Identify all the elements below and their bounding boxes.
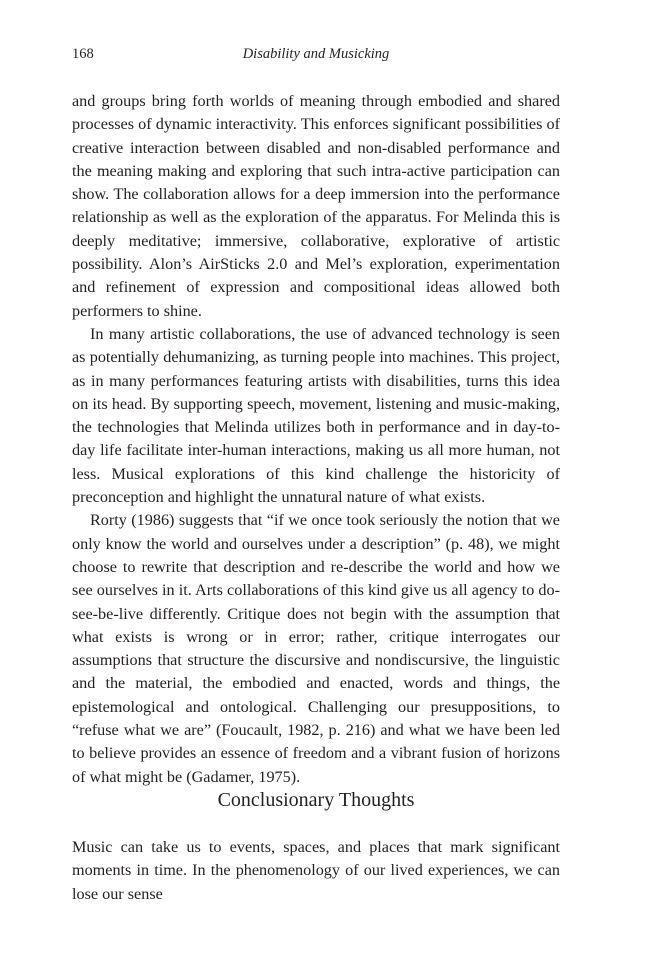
body-text — [72, 90, 560, 789]
paragraph-technology: In many artistic collaborations, the use of advanced technology is seen as potentially dehumanizing, as turning people into machines. This project, as in many performances featuring artists with disabilities, turns this idea on its head. By supporting speech, movement, listening and music-making, the technologies that Melinda utilizes both in performance and in day-to-day life facilitate inter-human interactions, making us all more human, not less. Musical explorations of this kind challenge the historicity of preconception and highlight the unnatural nature of what exists. — [72, 324, 560, 507]
section-paragraph: Music can take us to events, spaces, and places that mark significant moments in time. In the phenomenology of our lived experiences, we can lose our sense — [72, 838, 560, 903]
paragraph-rorty: Rorty (1986) suggests that “if we once took seriously the notion that we only know the world and ourselves under a description” (p. 48), we might choose to rewrite that description and re-describe the world and how we see ourselves in it. Arts collaborations of this kind give us all agency to do-see-be-live differently. Critique does not begin with the assumption that what exists is wrong or in error; rather, critique interrogates our assumptions that structure the discursive and nondiscursive, the linguistic and the material, the embodied and enacted, words and things, the epistemological and ontological. Challenging our presuppositions, to “refuse what we are” (Foucault, 1982, p. 216) and what we have been led to believe provides an essence of freedom and a vibrant fusion of horizons of what might be (Gadamer, 1975). — [72, 511, 560, 786]
page-number: 168 — [72, 46, 94, 62]
paragraph-continued: and groups bring forth worlds of meaning through embodied and shared processes of dynamic interactivity. This enforces significant possibilities of creative interaction between disabled and non-disabled performance and the meaning making and exploring that such intra-active participation can show. The collaboration allows for a deep immersion into the performance relationship as well as the exploration of the apparatus. For Melinda this is deeply meditative; immersive, collaborative, explorative of artistic possibility. Alon’s AirSticks 2.0 and Mel’s exploration, experimentation and refinement of expression and compositional ideas allowed both performers to shine. — [72, 92, 560, 320]
section-heading: Conclusionary Thoughts — [217, 789, 415, 811]
running-head — [72, 46, 560, 66]
running-title: Disability and Musicking — [242, 46, 390, 62]
